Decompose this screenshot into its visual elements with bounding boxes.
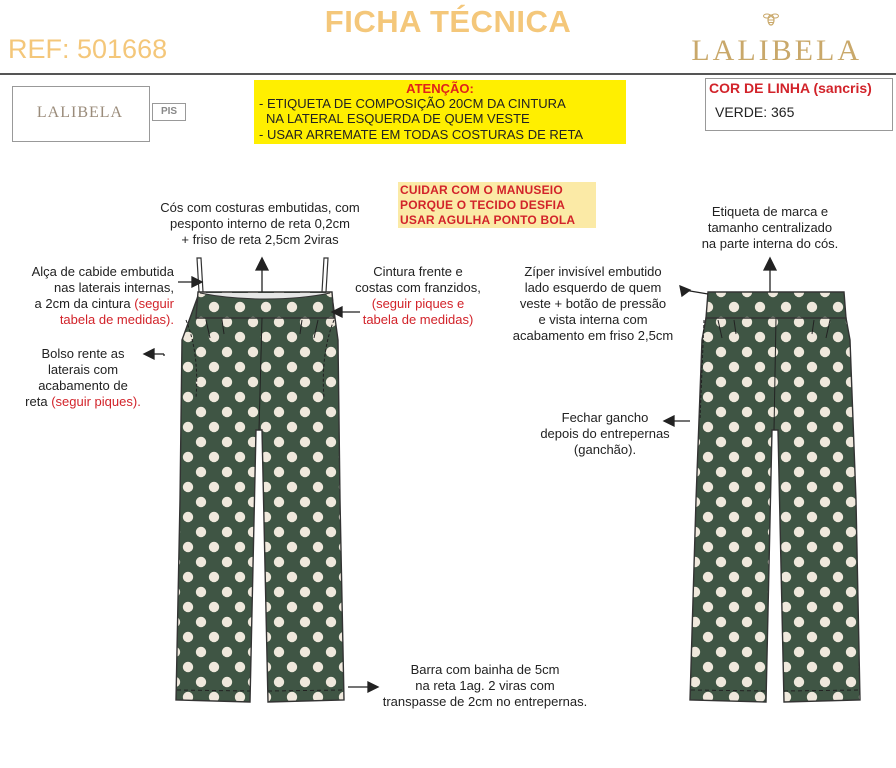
front-view-pants bbox=[176, 258, 344, 702]
reference-code: REF: 501668 bbox=[8, 34, 168, 64]
attention-line: - USAR ARREMATE EM TODAS COSTURAS DE RETA bbox=[259, 127, 584, 142]
waistband-note: Cós com costuras embutidas, com pesponto interno de reta 0,2cm + friso de reta 2,5cm 2viras bbox=[160, 200, 360, 247]
waist-gathers-note: Cintura frente e costas com franzidos, (seguir piques e tabela de medidas) bbox=[355, 264, 481, 327]
crotch-note: Fechar gancho depois do entrepernas (ganchão). bbox=[540, 410, 670, 457]
care-warning-line: PORQUE O TECIDO DESFIA bbox=[400, 198, 566, 212]
brand-label-note: Etiqueta de marca e tamanho centralizado na parte interna do cós. bbox=[701, 204, 839, 251]
thread-color-title: COR DE LINHA (sancris) bbox=[709, 80, 872, 96]
hem-note: Barra com bainha de 5cm na reta 1ag. 2 viras com transpasse de 2cm no entrepernas. bbox=[382, 662, 588, 709]
page-title: FICHA TÉCNICA bbox=[324, 4, 572, 39]
care-warning-line: CUIDAR COM O MANUSEIO bbox=[400, 183, 563, 197]
care-warning-line: USAR AGULHA PONTO BOLA bbox=[400, 213, 576, 227]
back-view-pants bbox=[690, 292, 860, 702]
brand-logo: LALIBELA bbox=[691, 34, 862, 67]
attention-line: NA LATERAL ESQUERDA DE QUEM VESTE bbox=[266, 111, 530, 126]
attention-line: - ETIQUETA DE COMPOSIÇÃO 20CM DA CINTURA bbox=[259, 96, 566, 111]
thread-color-value: VERDE: 365 bbox=[715, 104, 795, 120]
pis-badge: PIS bbox=[152, 103, 186, 121]
hanger-loop-note: Alça de cabide embutida nas laterais internas, a 2cm da cintura (seguir tabela de medidas). bbox=[31, 264, 174, 327]
logo-box-brand: LALIBELA bbox=[36, 104, 124, 121]
attention-title: ATENÇÃO: bbox=[406, 81, 474, 96]
zipper-note: Zíper invisível embutido lado esquerdo de quem veste + botão de pressão e vista interna com acabamento em friso 2,5cm bbox=[512, 264, 674, 343]
pocket-note: Bolso rente as laterais com acabamento de reta (seguir piques). bbox=[25, 346, 141, 409]
